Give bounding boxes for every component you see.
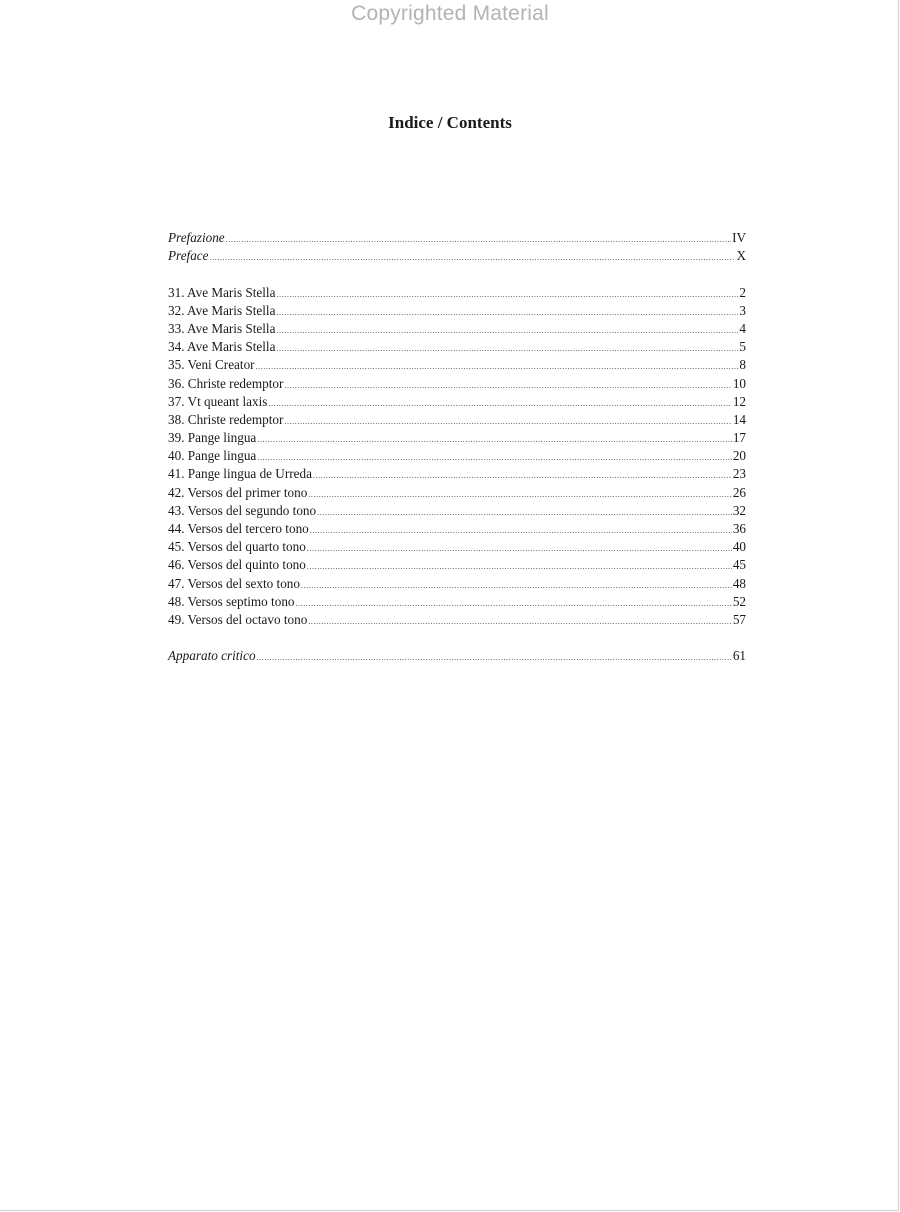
toc-entry[interactable] [168,320,746,338]
toc-entry-page-number: 45 [732,557,746,573]
toc-entry-label: 39. Pange lingua [168,430,257,446]
toc-entry-page-number: 36 [732,521,746,536]
toc-entry-label: 48. Versos septimo tono [168,593,295,609]
dot-leader [257,449,732,467]
toc-entry-page-number: 26 [732,484,746,500]
toc-entry-page-number: 17 [732,430,746,446]
toc-entry[interactable] [168,393,746,411]
toc-front-matter [168,229,746,265]
toc-entry[interactable] [168,284,746,302]
dot-leader [301,577,732,595]
dot-leader [308,486,732,504]
toc-entry-label: 49. Versos del octavo tono [168,611,308,627]
dot-leader [276,340,738,358]
toc-entry[interactable] [168,429,746,447]
toc-entry[interactable] [168,484,746,502]
dot-leader [310,522,732,540]
dot-leader [308,613,732,631]
toc-entry-label: 46. Versos del quinto tono [168,557,306,573]
toc-entry[interactable] [168,229,746,247]
toc-entry-page-number: 3 [739,302,746,318]
toc-entry[interactable] [168,556,746,574]
toc-entry-page-number: 32 [732,502,746,518]
toc-entry-label: 37. Vt queant laxis [168,393,268,409]
toc-entry[interactable] [168,502,746,520]
toc-entry-page-number: 12 [732,393,746,409]
toc-entry-label: 35. Veni Creator [168,357,255,373]
toc-entry-label: 41. Pange lingua de Urreda [168,466,312,482]
toc-entry-page-number: 2 [739,284,746,300]
dot-leader [210,249,736,267]
toc-entry-page-number: 61 [732,648,746,664]
toc-entry[interactable] [168,593,746,611]
toc-entry-label: 33. Ave Maris Stella [168,320,276,336]
toc-entry-page-number: 8 [739,357,746,373]
dot-leader [276,286,738,304]
toc-entry-page-number: IV [732,230,746,245]
toc-entry-page-number: 52 [732,593,746,609]
toc-entry[interactable] [168,575,746,593]
toc-entry[interactable] [168,411,746,429]
toc-entry-label: 42. Versos del primer tono [168,484,308,500]
toc-entry-page-number: 23 [732,466,746,482]
table-of-contents [168,229,746,666]
dot-leader [296,595,732,613]
toc-entry[interactable] [168,520,746,538]
toc-entry-label: 47. Versos del sexto tono [168,575,300,591]
toc-back-matter [168,647,746,665]
toc-entry-label: 40. Pange lingua [168,448,257,464]
toc-entry-label: 32. Ave Maris Stella [168,302,276,318]
dot-leader [276,322,738,340]
toc-entry-page-number: 20 [732,448,746,464]
toc-entry-label: Prefazione [168,230,225,245]
dot-leader [284,377,731,395]
toc-entry-page-number: 10 [732,375,746,391]
toc-entry-page-number: 14 [732,411,746,427]
toc-entry-label: 44. Versos del tercero tono [168,521,309,536]
toc-entry[interactable] [168,247,746,265]
toc-entry-label: 31. Ave Maris Stella [168,284,276,300]
dot-leader [307,540,732,558]
dot-leader [226,231,731,249]
toc-entry[interactable] [168,465,746,483]
dot-leader [317,504,732,522]
copyright-watermark: Copyrighted Material [351,2,549,25]
toc-entry[interactable] [168,375,746,393]
toc-entry-page-number: 4 [739,320,746,336]
toc-entry[interactable] [168,538,746,556]
toc-entry[interactable] [168,647,746,665]
toc-entry[interactable] [168,447,746,465]
toc-entry-label: 45. Versos del quarto tono [168,539,306,555]
dot-leader [307,558,732,576]
dot-leader [276,304,738,322]
toc-entry-label: 34. Ave Maris Stella [168,339,276,355]
dot-leader [268,395,731,413]
dot-leader [313,467,732,485]
toc-entry[interactable] [168,611,746,629]
page-title: Indice / Contents [388,113,512,132]
toc-entries [168,284,746,630]
toc-entry-page-number: 57 [732,611,746,627]
toc-entry-label: 38. Christe redemptor [168,411,284,427]
toc-entry-page-number: 48 [732,575,746,591]
toc-entry[interactable] [168,302,746,320]
toc-entry-page-number: 5 [739,339,746,355]
dot-leader [284,413,731,431]
toc-entry[interactable] [168,338,746,356]
toc-entry-label: Preface [168,248,209,264]
toc-entry-label: Apparato critico [168,648,256,664]
toc-entry-label: 43. Versos del segundo tono [168,502,317,518]
toc-entry-page-number: 40 [732,539,746,555]
toc-entry[interactable] [168,356,746,374]
toc-entry-page-number: X [736,248,746,264]
toc-entry-label: 36. Christe redemptor [168,375,284,391]
dot-leader [257,649,732,667]
dot-leader [257,431,732,449]
dot-leader [256,358,739,376]
